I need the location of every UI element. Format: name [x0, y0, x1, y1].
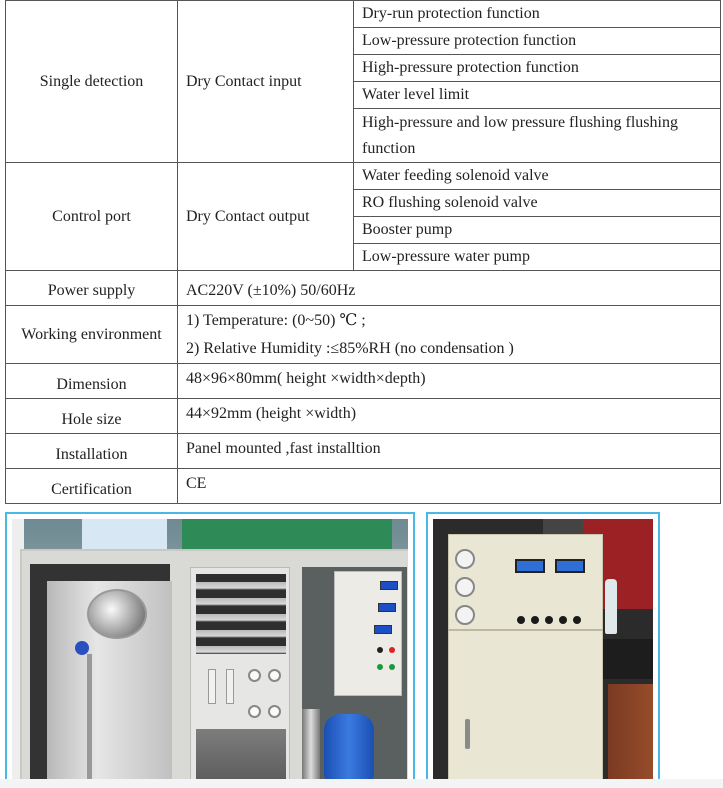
dimension-value: 48×96×80mm( height ×width×depth)	[178, 364, 721, 399]
input-item-flushing: High-pressure and low pressure flushing flushing function	[354, 109, 721, 163]
sub-label-dry-contact-output: Dry Contact output	[178, 163, 354, 271]
output-item-low-pressure-pump: Low-pressure water pump	[354, 244, 721, 271]
cabinet-unit-image	[433, 519, 653, 781]
tank-sight-window	[87, 589, 147, 639]
installation-value: Panel mounted ,fast installtion	[178, 434, 721, 469]
hole-size-value: 44×92mm (height ×width)	[178, 399, 721, 434]
output-item-ro-flushing-valve: RO flushing solenoid valve	[354, 190, 721, 217]
power-supply-value: AC220V (±10%) 50/60Hz	[178, 271, 721, 306]
pressure-tank	[324, 714, 374, 781]
row-label-certification: Certification	[6, 469, 178, 504]
row-label-power-supply: Power supply	[6, 271, 178, 306]
input-item-high-pressure: High-pressure protection function	[354, 55, 721, 82]
specification-table	[5, 0, 721, 504]
door-handle	[465, 719, 470, 749]
display-controller-2	[555, 559, 585, 573]
output-item-booster-pump: Booster pump	[354, 217, 721, 244]
row-label-installation: Installation	[6, 434, 178, 469]
row-label-control-port: Control port	[6, 163, 178, 271]
row-label-working-environment: Working environment	[6, 306, 178, 364]
certification-value: CE	[178, 469, 721, 504]
row-label-dimension: Dimension	[6, 364, 178, 399]
humidity-range: 2) Relative Humidity :≤85%RH (no condensation )	[186, 339, 514, 357]
working-environment-value	[178, 306, 721, 364]
sub-label-dry-contact-input: Dry Contact input	[178, 1, 354, 163]
product-photo-cabinet-unit[interactable]	[426, 512, 660, 788]
row-label-single-detection: Single detection	[6, 1, 178, 163]
input-item-water-level: Water level limit	[354, 82, 721, 109]
membrane-housings	[196, 574, 286, 654]
display-controller-1	[515, 559, 545, 573]
ro-system-image	[12, 519, 408, 781]
temperature-range: 1) Temperature: (0~50) ℃ ;	[186, 311, 366, 329]
bottom-scroll-strip	[0, 779, 723, 788]
row-label-hole-size: Hole size	[6, 399, 178, 434]
input-item-low-pressure: Low-pressure protection function	[354, 28, 721, 55]
output-item-water-feeding-valve: Water feeding solenoid valve	[354, 163, 721, 190]
product-photo-ro-system[interactable]	[5, 512, 415, 788]
input-item-dry-run: Dry-run protection function	[354, 1, 721, 28]
